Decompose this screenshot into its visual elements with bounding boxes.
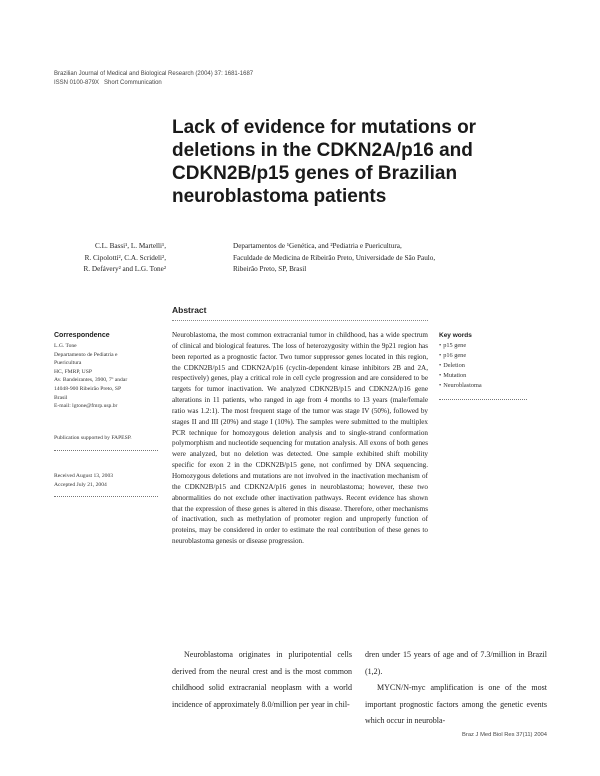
author-line: C.L. Bassi¹, L. Martelli¹,	[95, 242, 166, 250]
accepted-date: Accepted July 21, 2004	[54, 481, 107, 488]
keyword-item: • Mutation	[439, 371, 531, 381]
body-paragraph: MYCN/N-myc amplification is one of the most important prognostic factors among the genetic events which occur in neurobla-	[365, 683, 547, 726]
correspondence-block	[54, 332, 160, 411]
sidebar-divider	[54, 496, 158, 497]
keyword-item: • Deletion	[439, 361, 531, 371]
affiliation-line: Ribeirão Preto, SP, Brasil	[233, 265, 307, 273]
issn: ISSN 0100-879X	[54, 80, 100, 86]
page-footer: Braz J Med Biol Res 37(11) 2004	[462, 732, 547, 738]
keyword-item: • Neuroblastoma	[439, 381, 531, 391]
keyword-item: • p16 gene	[439, 351, 531, 361]
keywords-heading: Key words	[439, 332, 472, 339]
correspondence-line: Puericultura	[54, 360, 82, 367]
correspondence-line: Departamento de Pediatria e	[54, 351, 118, 358]
keywords-list	[439, 341, 531, 391]
affiliation	[233, 241, 533, 276]
correspondence-line: Av. Bandeirantes, 3900, 7º andar	[54, 377, 128, 384]
keywords-block	[439, 332, 531, 391]
article-dates	[54, 472, 113, 489]
author-line: R. Cipolotti², C.A. Scrideli²,	[84, 253, 166, 262]
body-column-left: Neuroblastoma originates in pluripotential cells derived from the neural crest and is the most common childhood solid extracranial neoplasm with a world incidence of approximately 8.0/million per year in chil-	[172, 650, 352, 709]
article-title: Lack of evidence for mutations or deletions in the CDKN2A/p16 and CDKN2B/p15 genes of Brazilian neuroblastoma patients	[172, 117, 477, 207]
abstract-text: Neuroblastoma, the most common extracranial tumor in childhood, has a wide spectrum of clinical and biological features. The loss of heterozygosity within the 9p21 region has been reported as a prognostic factor. Two tumor suppressor genes located in this region, the CDKN2B/p15 and CDKN2A/p16 (cyclin-dependent kinase inhibitors 2B and 2A, respectively) genes, play a critical role in cell cycle progression and are considered to be targets for tumor inactivation. We analyzed CDKN2B/p15 and CDKN2A/p16 gene alterations in 11 patients, who ranged in age from 4 months to 13 years (male/female ratio was 1.2:1). The most frequent stage of the tumor was stage IV (50%), followed by stages II and III (20%) and stage I (10%). The samples were submitted to the multiplex PCR technique for homozygous deletion analysis and to single-strand conformation polymorphism and nucleotide sequencing for mutation analysis. All exons of both genes were analyzed, but no deletion was detected. One sample exhibited shift mobility specific for exon 2 in the CDKN2B/p15 gene, not confirmed by DNA sequencing. Homozygous deletions and mutations are not involved in the inactivation mechanism of the CDKN2B/p15 and CDKN2A/p16 genes in neuroblastoma; however, these two abnormalities do not exclude other inactivation pathways. Recent evidence has shown that the expression of these genes is altered in this disease. Therefore, other mechanisms of inactivation, such as methylation of promoter region and unproperly function of proteins, may be considered in order to estimate the real contribution of these genes to neuroblastoma genesis or disease progression.	[172, 331, 428, 546]
issn-line	[54, 79, 162, 88]
keywords-divider	[439, 399, 527, 400]
journal-citation: Brazilian Journal of Medical and Biological Research (2004) 37: 1681-1687	[54, 71, 254, 77]
body-column-right	[365, 647, 547, 730]
correspondence-line: L.G. Tone	[54, 343, 77, 349]
affiliation-line: Departamentos de ¹Genética, and ²Pediatria e Puericultura,	[233, 242, 402, 250]
author-list	[40, 241, 166, 276]
correspondence-address	[54, 342, 160, 411]
correspondence-line: Brasil	[54, 394, 68, 401]
received-date: Received August 13, 2003	[54, 473, 114, 479]
correspondence-heading: Correspondence	[54, 332, 110, 339]
sidebar-divider	[54, 450, 158, 451]
correspondence-email[interactable]: E-mail: lgtone@fmrp.usp.br	[54, 403, 118, 410]
correspondence-line: 14048-900 Ribeirão Preto, SP	[54, 385, 122, 392]
publication-support: Publication supported by FAPESP.	[54, 435, 132, 441]
author-line: R. Defávery² and L.G. Tone²	[83, 265, 166, 273]
body-paragraph: dren under 15 years of age and of 7.3/million in Brazil (1,2).	[365, 650, 547, 676]
correspondence-line: HC, FMRP, USP	[54, 368, 92, 375]
article-section: Short Communication	[104, 80, 162, 86]
keyword-item: • p15 gene	[439, 341, 531, 351]
abstract-divider	[172, 320, 428, 321]
abstract-heading: Abstract	[172, 305, 207, 315]
affiliation-line: Faculdade de Medicina de Ribeirão Preto, Universidade de São Paulo,	[233, 253, 436, 262]
